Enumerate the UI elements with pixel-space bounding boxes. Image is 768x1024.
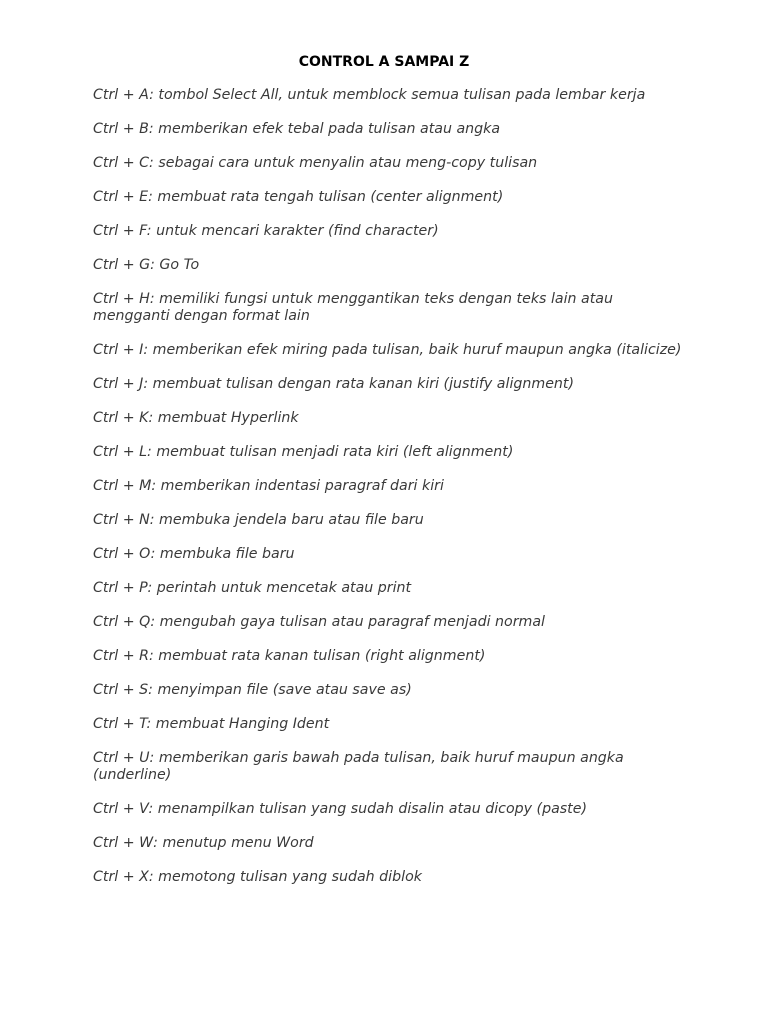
shortcut-item: Ctrl + I: memberikan efek miring pada tulisan, baik huruf maupun angka (italicize) <box>93 342 682 358</box>
shortcut-item: Ctrl + O: membuka file baru <box>93 546 295 562</box>
shortcut-item: Ctrl + B: memberikan efek tebal pada tulisan atau angka <box>93 121 501 137</box>
shortcut-item: Ctrl + A: tombol Select All, untuk memblock semua tulisan pada lembar kerja <box>93 87 646 103</box>
shortcut-item: Ctrl + E: membuat rata tengah tulisan (center alignment) <box>93 189 504 205</box>
shortcut-item: Ctrl + M: memberikan indentasi paragraf dari kiri <box>93 478 444 494</box>
shortcut-item: Ctrl + W: menutup menu Word <box>93 835 314 851</box>
shortcut-item: Ctrl + G: Go To <box>93 257 200 273</box>
shortcut-item: Ctrl + H: memiliki fungsi untuk menggantikan teks dengan teks lain atau mengganti dengan format lain <box>93 291 613 324</box>
shortcut-item: Ctrl + V: menampilkan tulisan yang sudah disalin atau dicopy (paste) <box>93 801 587 817</box>
shortcut-item: Ctrl + R: membuat rata kanan tulisan (right alignment) <box>93 648 486 664</box>
shortcut-item: Ctrl + Q: mengubah gaya tulisan atau paragraf menjadi normal <box>93 614 545 630</box>
shortcut-item: Ctrl + T: membuat Hanging Ident <box>93 716 330 732</box>
shortcut-item: Ctrl + N: membuka jendela baru atau file baru <box>93 512 424 528</box>
shortcut-item: Ctrl + L: membuat tulisan menjadi rata kiri (left alignment) <box>93 444 514 460</box>
shortcut-item: Ctrl + P: perintah untuk mencetak atau print <box>93 580 412 596</box>
shortcut-item: Ctrl + J: membuat tulisan dengan rata kanan kiri (justify alignment) <box>93 376 575 392</box>
shortcut-list <box>93 87 683 903</box>
shortcut-item: Ctrl + U: memberikan garis bawah pada tulisan, baik huruf maupun angka (underline) <box>93 750 624 783</box>
shortcut-item: Ctrl + K: membuat Hyperlink <box>93 410 299 426</box>
page-title: CONTROL A SAMPAI Z <box>298 54 470 70</box>
shortcut-item: Ctrl + X: memotong tulisan yang sudah diblok <box>93 869 422 885</box>
shortcut-item: Ctrl + F: untuk mencari karakter (find character) <box>93 223 439 239</box>
shortcut-item: Ctrl + S: menyimpan file (save atau save as) <box>93 682 412 698</box>
shortcut-item: Ctrl + C: sebagai cara untuk menyalin atau meng-copy tulisan <box>93 155 538 171</box>
